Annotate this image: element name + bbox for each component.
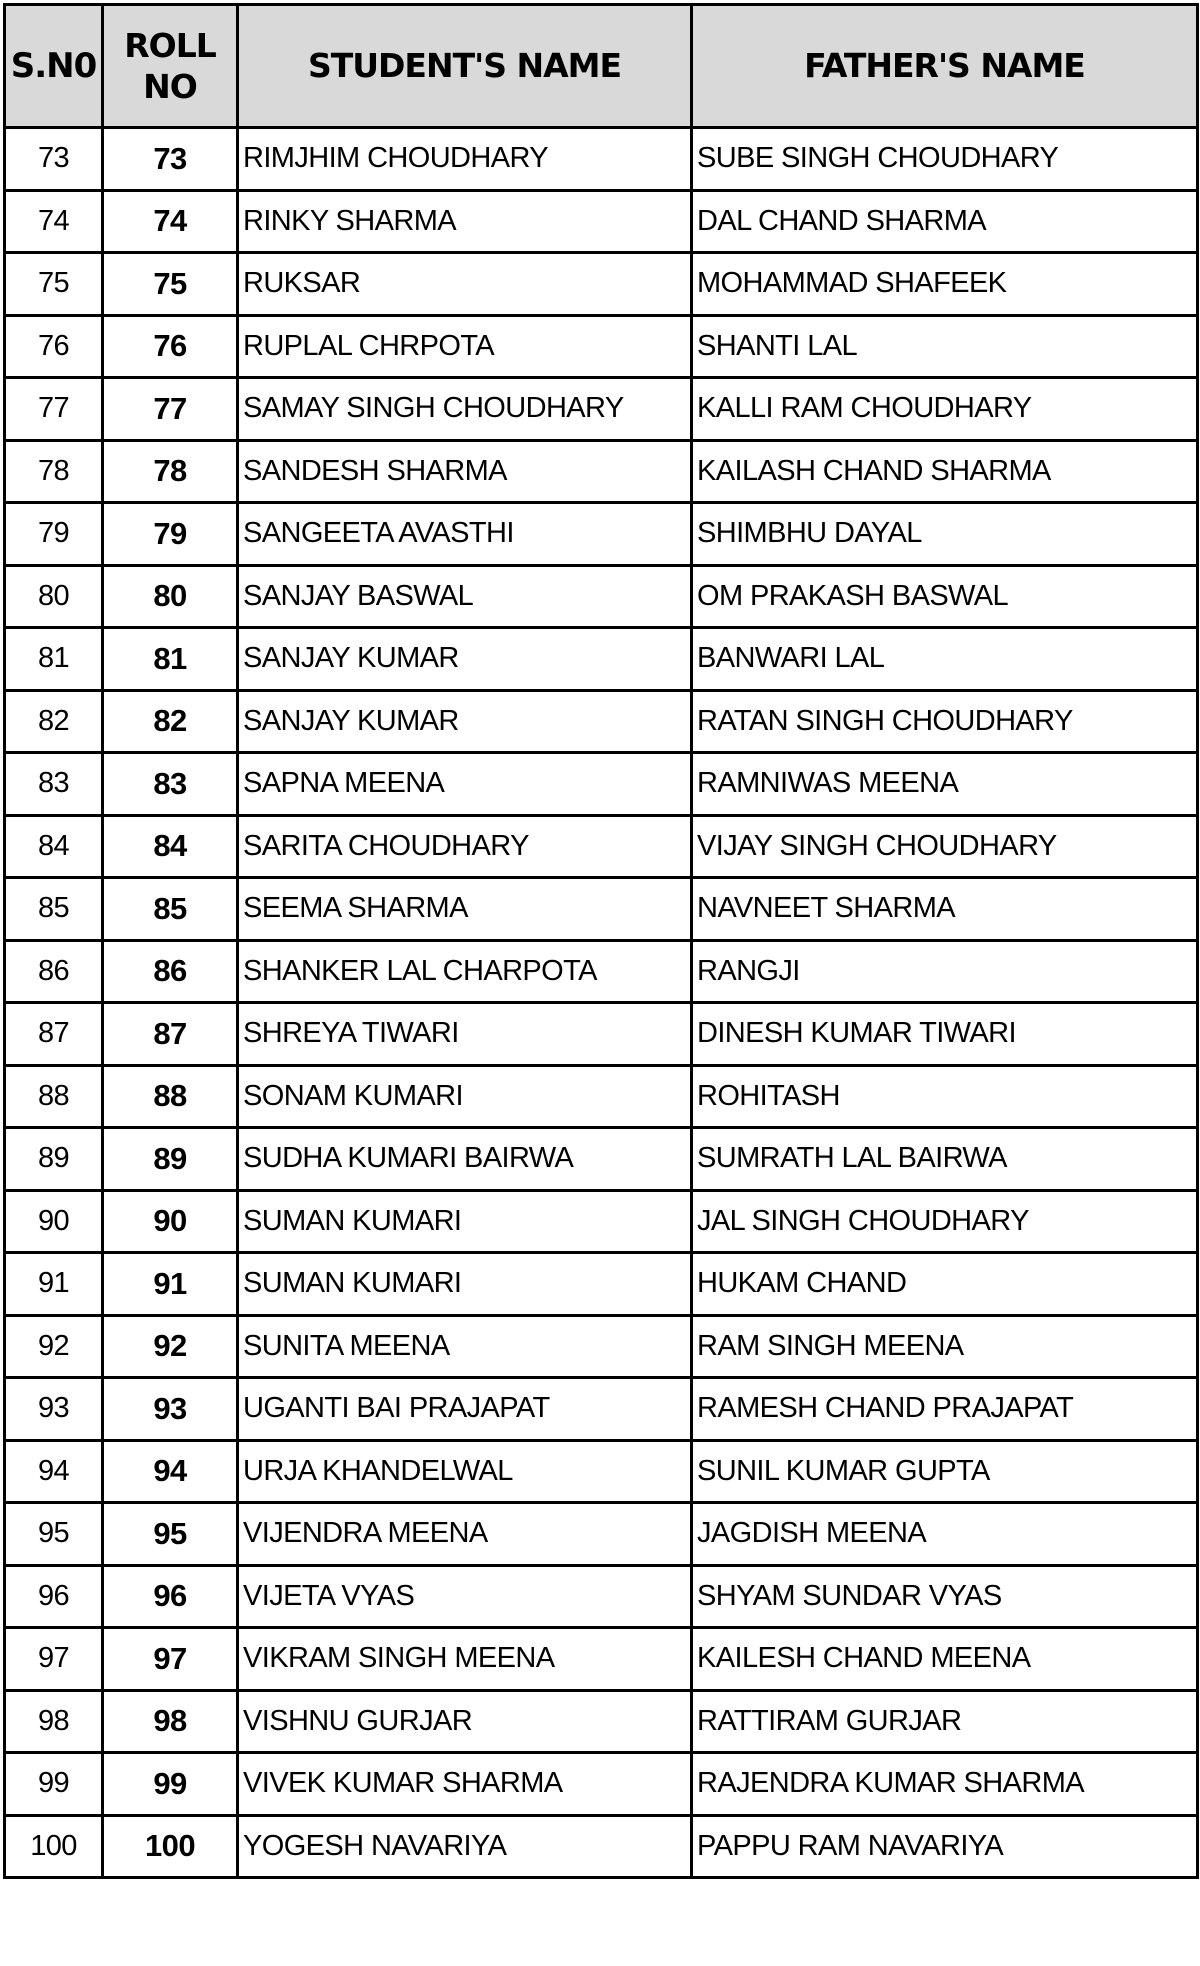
cell-roll-no: 74	[103, 190, 238, 253]
cell-sno: 96	[5, 1565, 103, 1628]
cell-roll-no: 94	[103, 1440, 238, 1503]
cell-father-name: RANGJI	[692, 940, 1198, 1003]
table-row	[5, 565, 1198, 628]
cell-roll-no: 92	[103, 1315, 238, 1378]
cell-roll-no: 80	[103, 565, 238, 628]
header-roll-no: ROLL NO	[103, 5, 238, 128]
cell-roll-no: 91	[103, 1253, 238, 1316]
cell-student-name: SUMAN KUMARI	[238, 1253, 692, 1316]
cell-sno: 77	[5, 378, 103, 441]
cell-roll-no: 77	[103, 378, 238, 441]
cell-roll-no: 79	[103, 503, 238, 566]
cell-father-name: KAILESH CHAND MEENA	[692, 1628, 1198, 1691]
cell-sno: 94	[5, 1440, 103, 1503]
cell-sno: 83	[5, 753, 103, 816]
cell-roll-no: 88	[103, 1065, 238, 1128]
cell-student-name: SUMAN KUMARI	[238, 1190, 692, 1253]
table-row	[5, 1628, 1198, 1691]
table-row	[5, 503, 1198, 566]
cell-roll-no: 89	[103, 1128, 238, 1191]
cell-student-name: SAPNA MEENA	[238, 753, 692, 816]
cell-roll-no: 84	[103, 815, 238, 878]
cell-roll-no: 95	[103, 1503, 238, 1566]
cell-student-name: SANGEETA AVASTHI	[238, 503, 692, 566]
cell-roll-no: 97	[103, 1628, 238, 1691]
cell-roll-no: 83	[103, 753, 238, 816]
cell-father-name: DINESH KUMAR TIWARI	[692, 1003, 1198, 1066]
table-row	[5, 753, 1198, 816]
cell-roll-no: 98	[103, 1690, 238, 1753]
cell-sno: 76	[5, 315, 103, 378]
cell-student-name: UGANTI BAI PRAJAPAT	[238, 1378, 692, 1441]
cell-father-name: NAVNEET SHARMA	[692, 878, 1198, 941]
cell-father-name: OM PRAKASH BASWAL	[692, 565, 1198, 628]
cell-roll-no: 99	[103, 1753, 238, 1816]
cell-father-name: RAMNIWAS MEENA	[692, 753, 1198, 816]
table-row	[5, 878, 1198, 941]
table-row	[5, 1815, 1198, 1878]
cell-sno: 86	[5, 940, 103, 1003]
cell-sno: 87	[5, 1003, 103, 1066]
cell-student-name: SHREYA TIWARI	[238, 1003, 692, 1066]
student-list-table	[3, 3, 1199, 1879]
cell-student-name: SEEMA SHARMA	[238, 878, 692, 941]
cell-roll-no: 85	[103, 878, 238, 941]
table-row	[5, 440, 1198, 503]
cell-father-name: SHIMBHU DAYAL	[692, 503, 1198, 566]
table-row	[5, 315, 1198, 378]
cell-father-name: RATTIRAM GURJAR	[692, 1690, 1198, 1753]
cell-father-name: HUKAM CHAND	[692, 1253, 1198, 1316]
cell-student-name: SUDHA KUMARI BAIRWA	[238, 1128, 692, 1191]
cell-sno: 100	[5, 1815, 103, 1878]
cell-father-name: RAMESH CHAND PRAJAPAT	[692, 1378, 1198, 1441]
cell-roll-no: 87	[103, 1003, 238, 1066]
cell-sno: 84	[5, 815, 103, 878]
cell-father-name: SHANTI LAL	[692, 315, 1198, 378]
table-row	[5, 1565, 1198, 1628]
cell-sno: 80	[5, 565, 103, 628]
table-row	[5, 1753, 1198, 1816]
cell-father-name: SUNIL KUMAR GUPTA	[692, 1440, 1198, 1503]
cell-father-name: BANWARI LAL	[692, 628, 1198, 691]
cell-father-name: RAM SINGH MEENA	[692, 1315, 1198, 1378]
cell-sno: 74	[5, 190, 103, 253]
cell-father-name: RATAN SINGH CHOUDHARY	[692, 690, 1198, 753]
cell-father-name: SUMRATH LAL BAIRWA	[692, 1128, 1198, 1191]
cell-student-name: SANJAY BASWAL	[238, 565, 692, 628]
cell-student-name: YOGESH NAVARIYA	[238, 1815, 692, 1878]
cell-student-name: URJA KHANDELWAL	[238, 1440, 692, 1503]
cell-roll-no: 75	[103, 253, 238, 316]
cell-father-name: ROHITASH	[692, 1065, 1198, 1128]
cell-roll-no: 73	[103, 128, 238, 191]
cell-sno: 92	[5, 1315, 103, 1378]
cell-student-name: VIKRAM SINGH MEENA	[238, 1628, 692, 1691]
table-row	[5, 1440, 1198, 1503]
cell-student-name: VISHNU GURJAR	[238, 1690, 692, 1753]
cell-sno: 99	[5, 1753, 103, 1816]
table-row	[5, 1253, 1198, 1316]
cell-father-name: RAJENDRA KUMAR SHARMA	[692, 1753, 1198, 1816]
table-row	[5, 378, 1198, 441]
cell-roll-no: 76	[103, 315, 238, 378]
cell-roll-no: 90	[103, 1190, 238, 1253]
cell-father-name: SHYAM SUNDAR VYAS	[692, 1565, 1198, 1628]
table-row	[5, 1315, 1198, 1378]
table-row	[5, 815, 1198, 878]
cell-roll-no: 96	[103, 1565, 238, 1628]
cell-roll-no: 86	[103, 940, 238, 1003]
header-sno: S.N0	[5, 5, 103, 128]
cell-student-name: SARITA CHOUDHARY	[238, 815, 692, 878]
table-row	[5, 1065, 1198, 1128]
table-row	[5, 940, 1198, 1003]
cell-sno: 97	[5, 1628, 103, 1691]
cell-student-name: SANDESH SHARMA	[238, 440, 692, 503]
table-row	[5, 628, 1198, 691]
table-row	[5, 1503, 1198, 1566]
cell-student-name: SANJAY KUMAR	[238, 628, 692, 691]
cell-sno: 78	[5, 440, 103, 503]
table-row	[5, 1128, 1198, 1191]
table-row	[5, 1190, 1198, 1253]
cell-sno: 81	[5, 628, 103, 691]
cell-sno: 90	[5, 1190, 103, 1253]
cell-student-name: SUNITA MEENA	[238, 1315, 692, 1378]
cell-sno: 93	[5, 1378, 103, 1441]
cell-father-name: SUBE SINGH CHOUDHARY	[692, 128, 1198, 191]
cell-sno: 85	[5, 878, 103, 941]
cell-sno: 88	[5, 1065, 103, 1128]
cell-father-name: DAL CHAND SHARMA	[692, 190, 1198, 253]
cell-student-name: SHANKER LAL CHARPOTA	[238, 940, 692, 1003]
cell-roll-no: 81	[103, 628, 238, 691]
table-row	[5, 128, 1198, 191]
cell-student-name: VIJETA VYAS	[238, 1565, 692, 1628]
cell-sno: 79	[5, 503, 103, 566]
cell-father-name: JAGDISH MEENA	[692, 1503, 1198, 1566]
cell-sno: 95	[5, 1503, 103, 1566]
cell-father-name: MOHAMMAD SHAFEEK	[692, 253, 1198, 316]
cell-student-name: RINKY SHARMA	[238, 190, 692, 253]
cell-student-name: RUKSAR	[238, 253, 692, 316]
cell-roll-no: 93	[103, 1378, 238, 1441]
table-row	[5, 1690, 1198, 1753]
header-row	[5, 5, 1198, 128]
table-row	[5, 190, 1198, 253]
cell-sno: 75	[5, 253, 103, 316]
cell-father-name: JAL SINGH CHOUDHARY	[692, 1190, 1198, 1253]
table-row	[5, 1378, 1198, 1441]
table-header	[5, 5, 1198, 128]
cell-student-name: VIVEK KUMAR SHARMA	[238, 1753, 692, 1816]
header-father-name: FATHER'S NAME	[692, 5, 1198, 128]
cell-roll-no: 78	[103, 440, 238, 503]
cell-student-name: RIMJHIM CHOUDHARY	[238, 128, 692, 191]
cell-sno: 91	[5, 1253, 103, 1316]
cell-student-name: RUPLAL CHRPOTA	[238, 315, 692, 378]
cell-roll-no: 100	[103, 1815, 238, 1878]
cell-student-name: SANJAY KUMAR	[238, 690, 692, 753]
cell-sno: 98	[5, 1690, 103, 1753]
cell-sno: 73	[5, 128, 103, 191]
cell-father-name: KAILASH CHAND SHARMA	[692, 440, 1198, 503]
cell-sno: 89	[5, 1128, 103, 1191]
cell-roll-no: 82	[103, 690, 238, 753]
cell-father-name: PAPPU RAM NAVARIYA	[692, 1815, 1198, 1878]
header-student-name: STUDENT'S NAME	[238, 5, 692, 128]
cell-student-name: SAMAY SINGH CHOUDHARY	[238, 378, 692, 441]
table-row	[5, 253, 1198, 316]
cell-father-name: KALLI RAM CHOUDHARY	[692, 378, 1198, 441]
cell-student-name: VIJENDRA MEENA	[238, 1503, 692, 1566]
cell-student-name: SONAM KUMARI	[238, 1065, 692, 1128]
cell-father-name: VIJAY SINGH CHOUDHARY	[692, 815, 1198, 878]
table-row	[5, 690, 1198, 753]
table-row	[5, 1003, 1198, 1066]
table-body	[5, 128, 1198, 1878]
cell-sno: 82	[5, 690, 103, 753]
